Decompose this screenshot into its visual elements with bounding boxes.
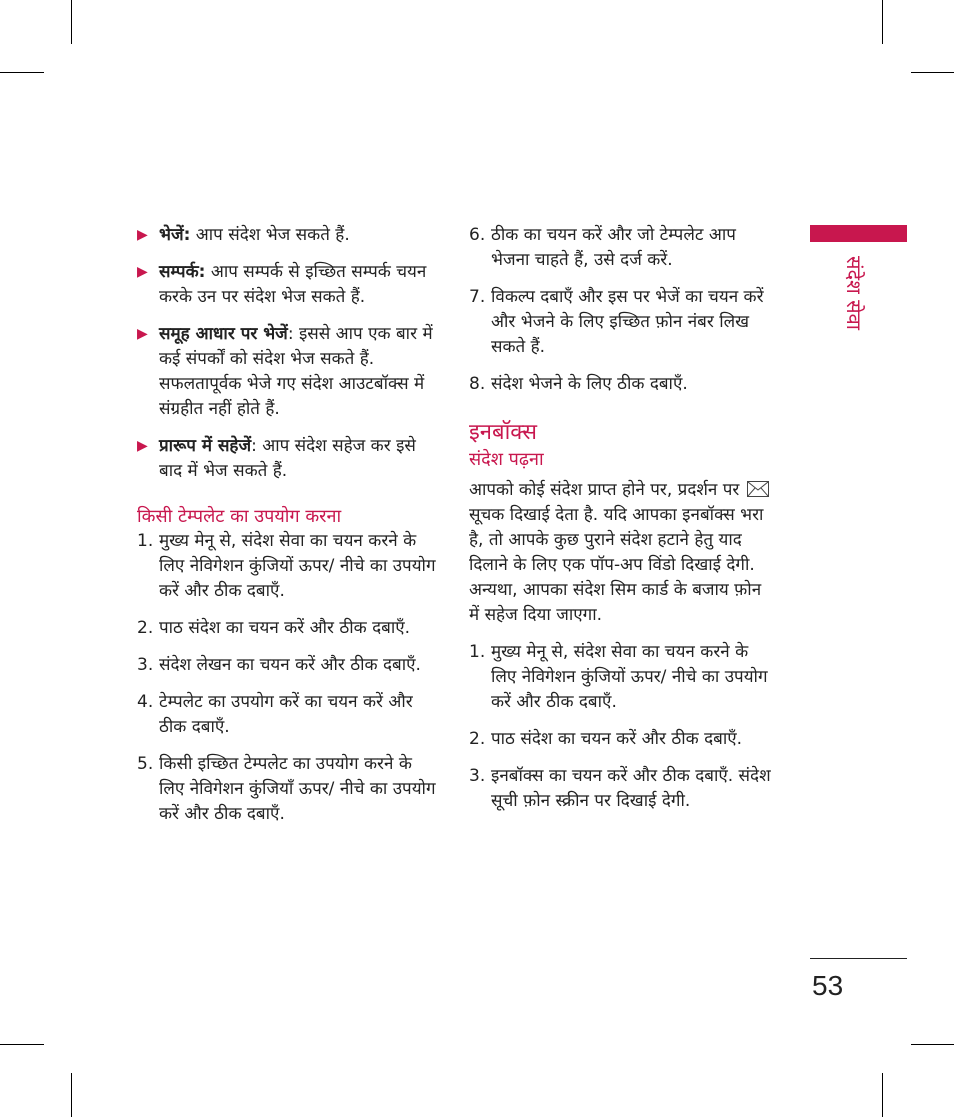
crop-mark bbox=[882, 1073, 883, 1117]
step-text: संदेश भेजने के लिए ठीक दबाएँ. bbox=[491, 374, 688, 394]
step-number: 3. bbox=[137, 655, 154, 675]
bullet-text: : आप संदेश सहेज कर इसे बाद में भेज सकते हैं. bbox=[159, 436, 416, 481]
step-text: विकल्प दबाएँ और इस पर भेजें का चयन करें और भेजने के लिए इच्छित फ़ोन नंबर लिख सकते हैं. bbox=[491, 287, 764, 357]
left-column bbox=[137, 223, 442, 839]
crop-mark bbox=[71, 0, 72, 44]
step-number: 2. bbox=[137, 618, 154, 638]
right-column bbox=[469, 223, 771, 826]
step-text: पाठ संदेश का चयन करें और ठीक दबाएँ. bbox=[159, 618, 411, 638]
numbered-step bbox=[137, 690, 442, 740]
crop-mark bbox=[882, 0, 883, 44]
numbered-step bbox=[469, 372, 771, 397]
section-subheading: किसी टेम्पलेट का उपयोग करना bbox=[137, 506, 342, 527]
step-text: संदेश लेखन का चयन करें और ठीक दबाएँ. bbox=[159, 655, 421, 675]
step-number: 6. bbox=[469, 225, 486, 245]
numbered-step bbox=[137, 616, 442, 641]
page-number: 53 bbox=[812, 970, 844, 1001]
crop-mark bbox=[0, 1044, 44, 1045]
intro-text: सूचक दिखाई देता है. यदि आपका इनबॉक्स भरा है, तो आपके कुछ पुराने संदेश हटाने हेतु याद दिलाने के लिए एक पॉप-अप विंडो दिखाई देगी. अन्यथा, आपका संदेश सिम कार्ड के बजाय फ़ोन में सहेज दिया जाएगा. bbox=[469, 505, 764, 625]
bullet-item bbox=[137, 260, 442, 310]
section-side-label: संदेश सेवा bbox=[842, 256, 866, 330]
triangle-right-icon: ▶ bbox=[137, 264, 148, 280]
step-text: मुख्य मेनू से, संदेश सेवा का चयन करने के लिए नेविगेशन कुंजियों ऊपर/ नीचे का उपयोग करें और ठीक दबाएँ. bbox=[491, 642, 768, 712]
crop-mark bbox=[911, 1044, 954, 1045]
crop-mark bbox=[0, 72, 44, 73]
bullet-item bbox=[137, 223, 442, 248]
numbered-step bbox=[469, 640, 771, 715]
section-heading: इनबॉक्स bbox=[469, 420, 538, 445]
section-tab-marker bbox=[810, 225, 907, 242]
step-number: 1. bbox=[137, 531, 154, 551]
step-number: 2. bbox=[469, 729, 486, 749]
step-number: 8. bbox=[469, 374, 486, 394]
bullet-term: भेजें: bbox=[159, 225, 191, 245]
step-text: पाठ संदेश का चयन करें और ठीक दबाएँ. bbox=[491, 729, 743, 749]
crop-mark bbox=[71, 1073, 72, 1117]
numbered-step bbox=[137, 752, 442, 827]
triangle-right-icon: ▶ bbox=[137, 326, 148, 342]
numbered-step bbox=[469, 764, 771, 814]
bullet-text: आप संदेश भेज सकते हैं. bbox=[190, 225, 350, 245]
bullet-text: : इससे आप एक बार में कई संपर्कों को संदेश भेज सकते हैं. सफलतापूर्वक भेजे गए संदेश आउटबॉक्स में संग्रहीत नहीं होते हैं. bbox=[159, 324, 433, 419]
triangle-right-icon: ▶ bbox=[137, 227, 148, 243]
step-text: ठीक का चयन करें और जो टेम्पलेट आप भेजना चाहते हैं, उसे दर्ज करें. bbox=[491, 225, 736, 270]
bullet-item bbox=[137, 434, 442, 484]
bullet-text: आप सम्पर्क से इच्छित सम्पर्क चयन करके उन पर संदेश भेज सकते हैं. bbox=[159, 262, 427, 307]
numbered-step bbox=[137, 529, 442, 604]
numbered-step bbox=[137, 653, 442, 678]
step-number: 7. bbox=[469, 287, 486, 307]
intro-paragraph bbox=[469, 478, 771, 628]
section-subheading: संदेश पढ़ना bbox=[469, 449, 544, 470]
step-text: इनबॉक्स का चयन करें और ठीक दबाएँ. संदेश सूची फ़ोन स्क्रीन पर दिखाई देगी. bbox=[491, 766, 771, 811]
footer-divider bbox=[810, 958, 907, 959]
step-number: 3. bbox=[469, 766, 486, 786]
triangle-right-icon: ▶ bbox=[137, 438, 148, 454]
numbered-step bbox=[469, 223, 771, 273]
numbered-step bbox=[469, 285, 771, 360]
step-text: टेम्पलेट का उपयोग करें का चयन करें और ठीक दबाएँ. bbox=[159, 692, 413, 737]
step-text: मुख्य मेनू से, संदेश सेवा का चयन करने के लिए नेविगेशन कुंजियों ऊपर/ नीचे का उपयोग करें और ठीक दबाएँ. bbox=[159, 531, 436, 601]
bullet-term: प्रारूप में सहेजें bbox=[159, 436, 252, 456]
step-number: 5. bbox=[137, 754, 154, 774]
intro-text: आपको कोई संदेश प्राप्त होने पर, प्रदर्शन पर bbox=[469, 480, 740, 500]
bullet-term: समूह आधार पर भेजें bbox=[159, 324, 288, 344]
step-number: 1. bbox=[469, 642, 486, 662]
bullet-item bbox=[137, 322, 442, 422]
crop-mark bbox=[911, 72, 954, 73]
bullet-term: सम्पर्क: bbox=[159, 262, 206, 282]
numbered-step bbox=[469, 727, 771, 752]
step-number: 4. bbox=[137, 692, 154, 712]
step-text: किसी इच्छित टेम्पलेट का उपयोग करने के लिए नेविगेशन कुंजियाँ ऊपर/ नीचे का उपयोग करें और ठीक दबाएँ. bbox=[159, 754, 436, 824]
envelope-icon bbox=[747, 481, 769, 497]
